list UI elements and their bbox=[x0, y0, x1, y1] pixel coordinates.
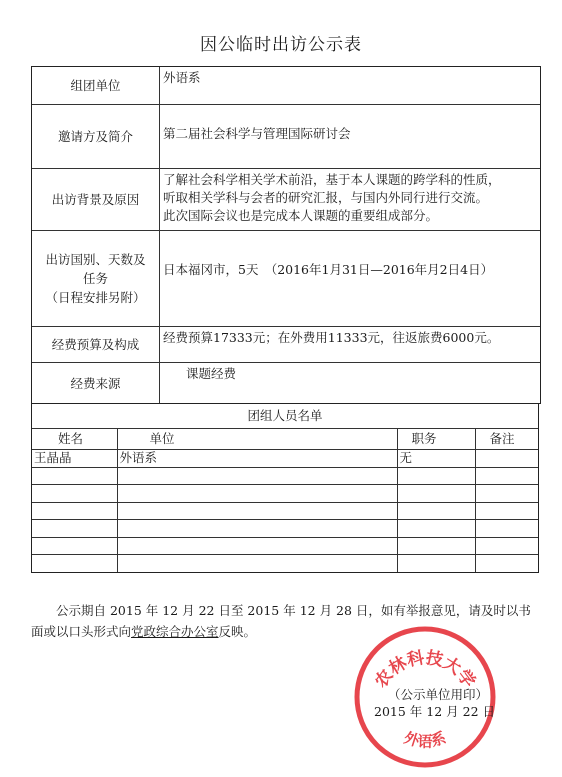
label-inviter: 邀请方及简介 bbox=[32, 105, 160, 168]
notice-text-before: 公示期自 2015 年 12 月 22 日至 2015 年 12 月 28 日，如有举报意见，请及时以书面或以口头形式向 bbox=[31, 603, 531, 639]
row-inviter bbox=[32, 105, 540, 169]
document-title: 因公临时出访公示表 bbox=[200, 35, 362, 55]
seal-bottom-text: 外语系 bbox=[401, 728, 449, 751]
member-position: 无 bbox=[397, 450, 475, 468]
row-background bbox=[32, 169, 540, 231]
table-row bbox=[32, 502, 538, 520]
label-budget: 经费预算及构成 bbox=[32, 327, 160, 362]
background-line-2: 听取相关学科与会者的研究汇报，与国内外同行进行交流。 bbox=[163, 190, 489, 205]
destination-label-line-3: （日程安排另附） bbox=[45, 290, 146, 305]
members-caption: 团组人员名单 bbox=[32, 403, 538, 429]
member-remarks bbox=[475, 450, 538, 468]
value-organizing-unit: 外语系 bbox=[163, 70, 201, 85]
members-table bbox=[31, 403, 539, 573]
label-destination bbox=[32, 231, 160, 326]
value-inviter: 第二届社会科学与管理国际研讨会 bbox=[163, 126, 351, 141]
notice-text-after: 反映。 bbox=[218, 624, 257, 639]
table-row bbox=[32, 485, 538, 503]
table-row bbox=[32, 520, 538, 538]
seal-top-text: 农林科技大学 bbox=[371, 648, 479, 692]
header-position: 职务 bbox=[397, 429, 475, 450]
signature-date: 2015 年 12 月 22 日 bbox=[374, 704, 495, 719]
members-grid bbox=[32, 429, 538, 572]
value-background bbox=[160, 169, 540, 230]
value-budget: 经费预算17333元；在外费用11333元，往返旅费6000元。 bbox=[163, 330, 500, 345]
member-name: 王晶晶 bbox=[32, 450, 117, 468]
signature-block bbox=[340, 686, 530, 720]
table-row bbox=[32, 467, 538, 485]
background-line-1: 了解社会科学相关学术前沿，基于本人课题的跨学科的性质， bbox=[163, 172, 501, 187]
label-background: 出访背景及原因 bbox=[32, 169, 160, 230]
header-remarks: 备注 bbox=[475, 429, 538, 450]
row-destination bbox=[32, 231, 540, 327]
value-destination: 日本福冈市，5天 （2016年1月31日—2016年月2日4日） bbox=[163, 262, 494, 277]
row-funding-source bbox=[32, 363, 540, 403]
info-table bbox=[31, 66, 541, 404]
members-header-row bbox=[32, 429, 538, 450]
member-unit: 外语系 bbox=[117, 450, 397, 468]
svg-text:外语系 bbox=[402, 729, 448, 751]
row-budget bbox=[32, 327, 540, 363]
header-name: 姓名 bbox=[32, 429, 117, 450]
signature-note: （公示单位用印） bbox=[388, 687, 489, 702]
value-funding-source: 课题经费 bbox=[186, 366, 237, 381]
table-row bbox=[32, 450, 538, 468]
destination-label-line-1: 出访国别、天数及 bbox=[45, 252, 146, 267]
background-line-3: 此次国际会议也是完成本人课题的重要组成部分。 bbox=[163, 208, 439, 223]
header-unit: 单位 bbox=[117, 429, 397, 450]
row-organizing-unit bbox=[32, 67, 540, 105]
table-row bbox=[32, 555, 538, 572]
destination-label-line-2: 任务 bbox=[82, 271, 108, 286]
svg-text:农林科技大学 bbox=[370, 647, 479, 692]
table-row bbox=[32, 537, 538, 555]
label-funding-source: 经费来源 bbox=[32, 363, 160, 403]
notice-office: 党政综合办公室 bbox=[131, 624, 219, 639]
label-organizing-unit: 组团单位 bbox=[32, 67, 160, 104]
